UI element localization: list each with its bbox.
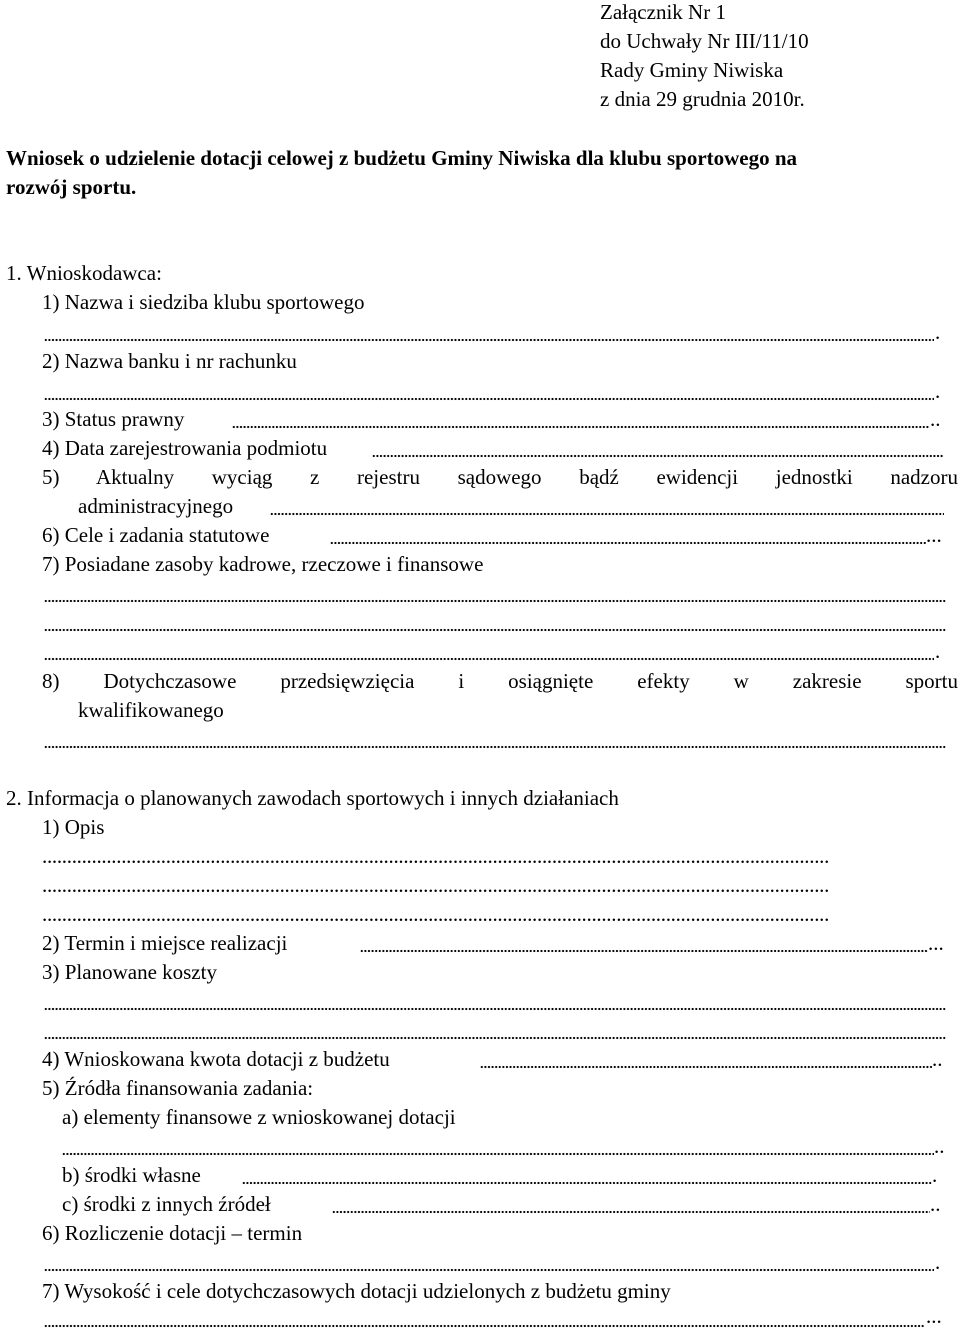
field-end-mark: .. [932,1047,943,1071]
field-end-mark: .. [934,1134,945,1158]
field-registration-date[interactable] [372,453,944,459]
field-requested-amount[interactable] [480,1064,932,1070]
field-registry-extract[interactable] [270,511,944,517]
field-end-mark: .. [930,1192,941,1216]
field-funding-grant[interactable] [62,1151,934,1157]
item-funding-sources: 5) Źródła finansowania zadania: [42,1076,314,1100]
item-description: 1) Opis [42,815,105,839]
field-resources-line-3[interactable] [44,656,934,662]
field-planned-costs-line-2[interactable] [44,1035,946,1041]
item-registry-extract-cont: administracyjnego [78,494,234,518]
field-club-name[interactable] [44,337,934,343]
item-bank-account: 2) Nazwa banku i nr rachunku [42,349,297,373]
field-date-place[interactable] [360,948,928,954]
field-description-line-3[interactable]: ............................................................................................................................................................... [42,903,830,926]
item-resources: 7) Posiadane zasoby kadrowe, rzeczowe i finansowe [42,552,484,576]
field-end-mark: .. [930,407,941,431]
field-resources-line-2[interactable] [44,627,946,633]
resolution-number: do Uchwały Nr III/11/10 [600,29,809,53]
item-registration-date: 4) Data zarejestrowania podmiotu [42,436,328,460]
section-2-heading: 2. Informacja o planowanych zawodach sportowych i innych działaniach [6,786,619,810]
item-achievements-cont: kwalifikowanego [78,698,224,722]
item-date-place: 2) Termin i miejsce realizacji [42,931,288,955]
item-requested-amount: 4) Wnioskowana kwota dotacji z budżetu [42,1047,390,1071]
field-end-mark: . [935,1250,941,1274]
item-statutory-goals: 6) Cele i zadania statutowe [42,523,270,547]
item-other-funds: c) środki z innych źródeł [62,1192,271,1216]
field-resources-line-1[interactable] [44,598,946,604]
annex-number: Załącznik Nr 1 [600,0,726,24]
field-end-mark: ... [926,523,942,547]
field-planned-costs-line-1[interactable] [44,1006,946,1012]
field-end-mark: ... [926,1304,942,1328]
item-planned-costs: 3) Planowane koszty [42,960,217,984]
council-name: Rady Gminy Niwiska [600,58,784,82]
field-bank-account[interactable] [44,396,934,402]
field-end-mark: . [932,1163,938,1187]
item-settlement-date: 6) Rozliczenie dotacji – termin [42,1221,303,1245]
field-statutory-goals[interactable] [330,540,926,546]
section-1-heading: 1. Wnioskodawca: [6,261,162,285]
field-end-mark: . [935,639,941,663]
field-description-line-2[interactable]: ............................................................................................................................................................... [42,874,830,897]
field-end-mark: . [935,320,941,344]
field-legal-status[interactable] [232,424,930,430]
field-settlement-date[interactable] [44,1267,934,1273]
field-previous-grants[interactable] [44,1323,924,1329]
field-own-funds[interactable] [242,1180,932,1186]
item-previous-grants: 7) Wysokość i cele dotychczasowych dotacji udzielonych z budżetu gminy [42,1279,671,1303]
field-achievements[interactable] [44,744,946,750]
resolution-date: z dnia 29 grudnia 2010r. [600,87,805,111]
item-club-name: 1) Nazwa i siedziba klubu sportowego [42,290,365,314]
field-description-line-1[interactable]: ............................................................................................................................................................... [42,845,830,868]
field-end-mark: ... [928,931,944,955]
item-own-funds: b) środki własne [62,1163,201,1187]
field-other-funds[interactable] [332,1209,930,1215]
item-legal-status: 3) Status prawny [42,407,185,431]
document-title-line-2: rozwój sportu. [6,175,137,199]
item-registry-extract: 5) Aktualny wyciąg z rejestru sądowego bądź ewidencji jednostki nadzoru [42,465,958,489]
field-end-mark: . [935,379,941,403]
document-title-line-1: Wniosek o udzielenie dotacji celowej z budżetu Gminy Niwiska dla klubu sportowego na [6,146,798,170]
item-funding-grant: a) elementy finansowe z wnioskowanej dotacji [62,1105,456,1129]
item-achievements: 8) Dotychczasowe przedsięwzięcia i osiągnięte efekty w zakresie sportu [42,669,958,693]
